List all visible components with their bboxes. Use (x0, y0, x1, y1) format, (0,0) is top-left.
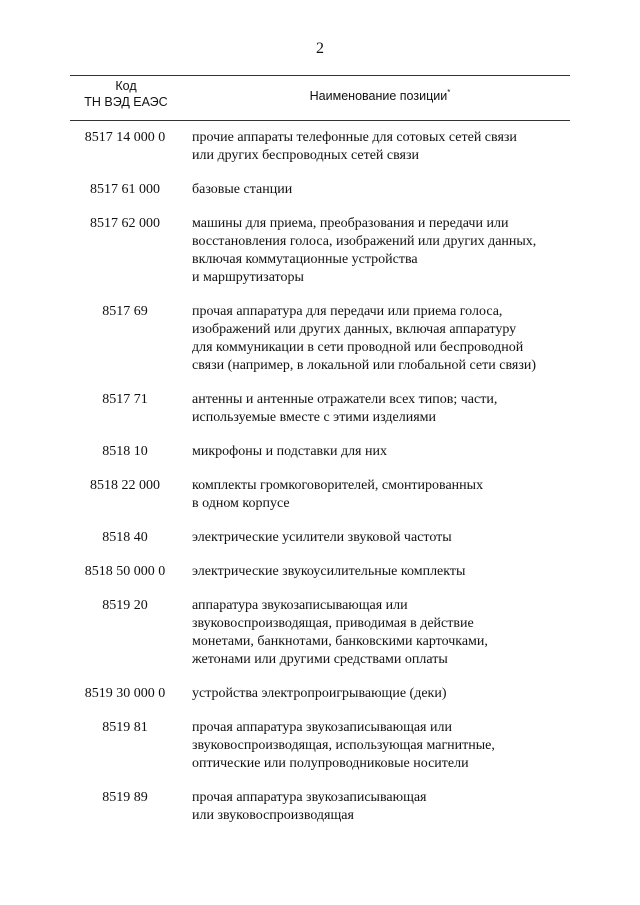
tnved-code: 8518 10 (102, 444, 148, 459)
tnved-code: 8519 81 (102, 720, 148, 735)
description-line: прочая аппаратура для передачи или приема голоса, (192, 304, 503, 319)
description-line: прочая аппаратура звукозаписывающая или (192, 720, 452, 735)
table-row (70, 597, 570, 669)
table-row (70, 477, 570, 513)
description-line: включая коммутационные устройства (192, 252, 418, 267)
position-description (192, 303, 570, 375)
description-line: прочие аппараты телефонные для сотовых сетей связи (192, 130, 517, 145)
description-line: используемые вместе с этими изделиями (192, 410, 437, 425)
description-line: связи (например, в локальной или глобальной сети связи) (192, 358, 536, 373)
position-description (192, 685, 570, 703)
tnved-code: 8519 89 (102, 790, 148, 805)
description-line: комплекты громкоговорителей, смонтированных (192, 478, 484, 493)
description-line: микрофоны и подставки для них (192, 444, 387, 459)
position-description (192, 391, 570, 427)
header-bottom-rule (70, 120, 570, 121)
position-description (192, 129, 570, 165)
header-top-rule (70, 75, 570, 76)
description-line: устройства электропроигрывающие (деки) (192, 686, 447, 701)
table-row (70, 563, 570, 581)
description-line: монетами, банкнотами, банковскими карточками, (192, 634, 488, 649)
table-row (70, 391, 570, 427)
description-line: электрические усилители звуковой частоты (192, 530, 452, 545)
position-description (192, 719, 570, 773)
position-description (192, 477, 570, 513)
description-line: машины для приема, преобразования и передачи или (192, 216, 509, 231)
description-line: аппаратура звукозаписывающая или (192, 598, 408, 613)
page-number: 2 (316, 40, 324, 57)
position-description (192, 563, 570, 581)
description-line: прочая аппаратура звукозаписывающая (192, 790, 427, 805)
description-line: электрические звукоусилительные комплекты (192, 564, 466, 579)
code-header-line-1: Код (115, 79, 137, 93)
description-line: для коммуникации в сети проводной или беспроводной (192, 340, 524, 355)
position-description (192, 181, 570, 199)
code-header-line-2: ТН ВЭД ЕАЭС (84, 95, 168, 109)
tnved-code: 8518 40 (102, 530, 148, 545)
name-header-text: Наименование позиции (309, 89, 448, 103)
tnved-code: 8517 71 (102, 392, 148, 407)
tnved-code: 8519 30 000 0 (84, 686, 166, 701)
tnved-code: 8517 69 (102, 304, 148, 319)
description-line: базовые станции (192, 182, 293, 197)
description-line: жетонами или другими средствами оплаты (192, 652, 448, 667)
table-body (70, 129, 570, 841)
position-description (192, 529, 570, 547)
tnved-code: 8517 62 000 (90, 216, 160, 231)
name-column-header (190, 88, 570, 104)
description-line: звуковоспроизводящая, приводимая в действие (192, 616, 474, 631)
table-row (70, 303, 570, 375)
table-row (70, 181, 570, 199)
table-row (70, 215, 570, 287)
tnved-code: 8519 20 (102, 598, 148, 613)
position-description (192, 215, 570, 287)
table-row (70, 443, 570, 461)
position-description (192, 597, 570, 669)
position-description (192, 443, 570, 461)
table-row (70, 685, 570, 703)
code-column-header (70, 78, 182, 110)
tnved-code: 8518 50 000 0 (84, 564, 166, 579)
description-line: изображений или других данных, включая аппаратуру (192, 322, 517, 337)
description-line: или звуковоспроизводящая (192, 808, 354, 823)
table-row (70, 719, 570, 773)
description-line: антенны и антенные отражатели всех типов; части, (192, 392, 498, 407)
table-row (70, 789, 570, 825)
table-row (70, 129, 570, 165)
tnved-code: 8517 14 000 0 (84, 130, 166, 145)
description-line: в одном корпусе (192, 496, 290, 511)
description-line: восстановления голоса, изображений или других данных, (192, 234, 537, 249)
tnved-code: 8518 22 000 (90, 478, 160, 493)
description-line: и маршрутизаторы (192, 270, 304, 285)
table-row (70, 529, 570, 547)
description-line: звуковоспроизводящая, использующая магнитные, (192, 738, 495, 753)
tnved-code: 8517 61 000 (90, 182, 160, 197)
position-description (192, 789, 570, 825)
description-line: или других беспроводных сетей связи (192, 148, 420, 163)
description-line: оптические или полупроводниковые носители (192, 756, 469, 771)
footnote-mark: * (447, 88, 451, 97)
